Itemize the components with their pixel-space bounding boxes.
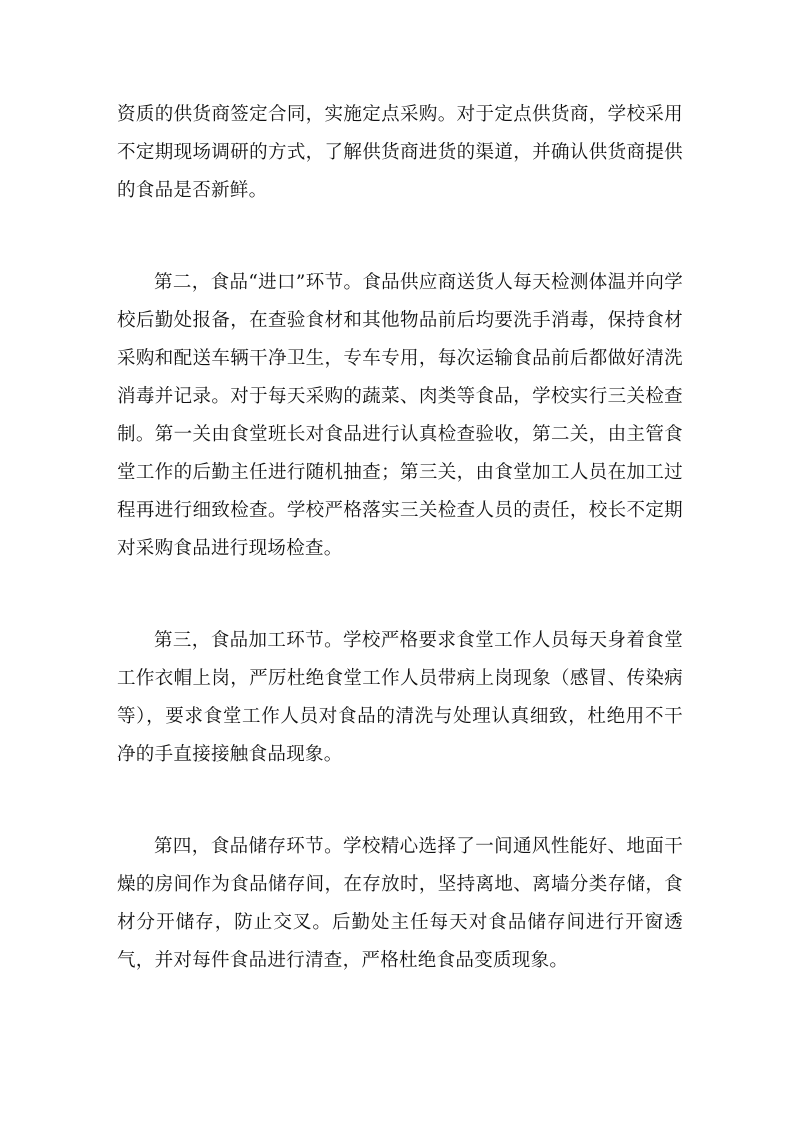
paragraph-continuation: 资质的供货商签定合同，实施定点采购。对于定点供货商，学校采用不定期现场调研的方式，了解供货商进货的渠道，并确认供货商提供的食品是否新鲜。 — [117, 104, 683, 201]
paragraph-third-processing-stage: 第三，食品加工环节。学校严格要求食堂工作人员每天身着食堂工作衣帽上岗，严厉杜绝食堂工作人员带病上岗现象（感冒、传染病等），要求食堂工作人员对食品的清洗与处理认真细致，杜绝用不干净的手直接接触食品现象。 — [117, 630, 683, 765]
paragraph-fourth-storage-stage: 第四，食品储存环节。学校精心选择了一间通风性能好、地面干燥的房间作为食品储存间，在存放时，坚持离地、离墙分类存储，食材分开储存，防止交叉。后勤处主任每天对食品储存间进行开窗透气，并对每件食品进行清查，严格杜绝食品变质现象。 — [117, 836, 683, 971]
document-page — [117, 96, 683, 980]
paragraph-second-import-stage: 第二，食品“进口”环节。食品供应商送货人每天检测体温并向学校后勤处报备，在查验食材和其他物品前后均要洗手消毒，保持食材采购和配送车辆干净卫生，专车专用，每次运输食品前后都做好清洗消毒并记录。对于每天采购的蔬菜、肉类等食品，学校实行三关检查制。第一关由食堂班长对食品进行认真检查验收，第二关，由主管食堂工作的后勤主任进行随机抽查；第三关，由食堂加工人员在加工过程再进行细致检查。学校严格落实三关检查人员的责任，校长不定期对采购食品进行现场检查。 — [117, 272, 683, 559]
